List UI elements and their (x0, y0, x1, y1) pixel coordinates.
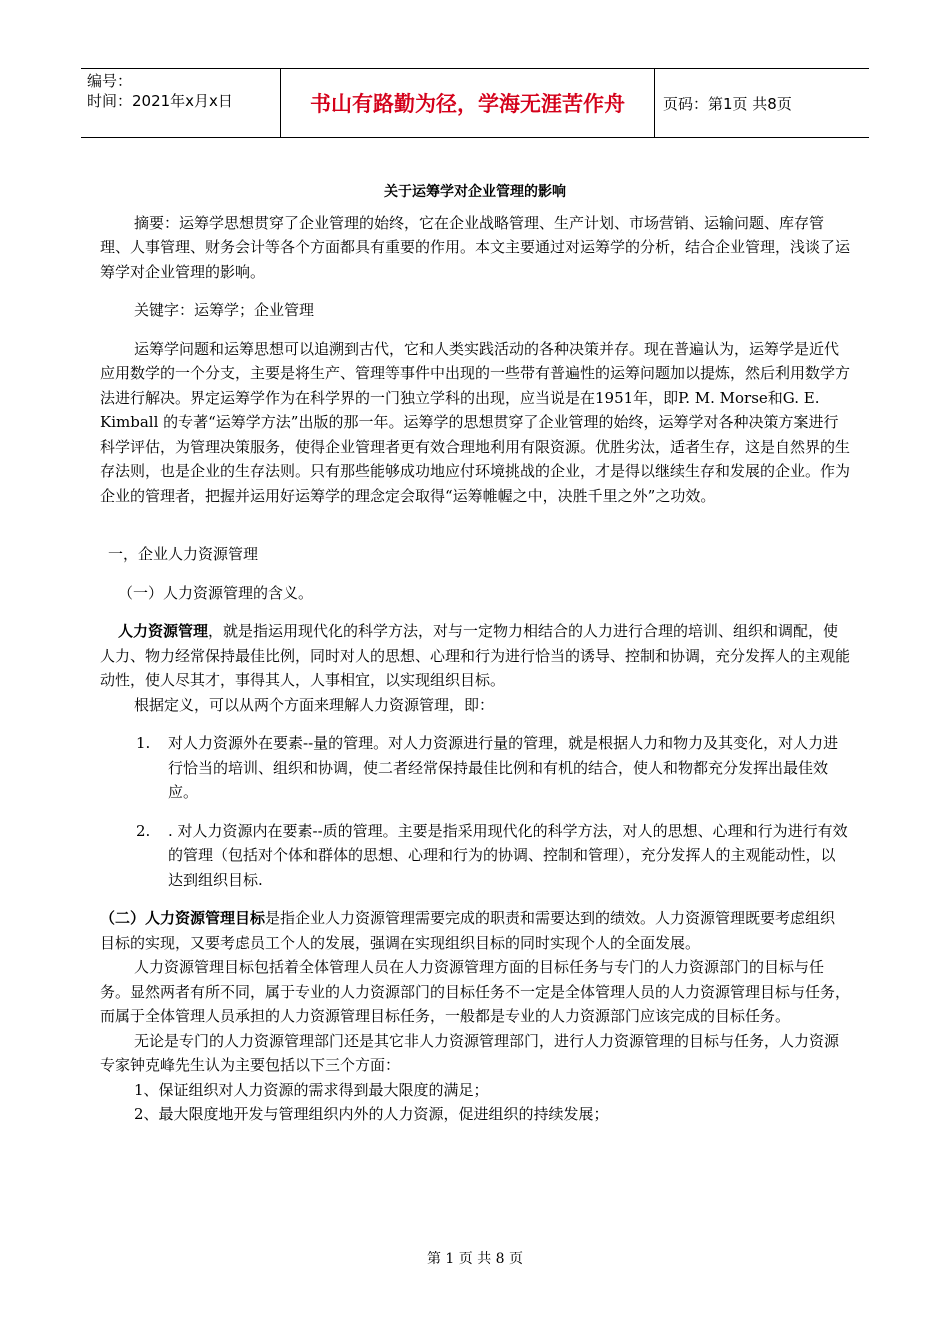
three-aspects-paragraph: 无论是专门的人力资源管理部门还是其它非人力资源管理部门，进行人力资源管理的目标与任务，人力资源专家钟克峰先生认为主要包括以下三个方面： (100, 1031, 840, 1074)
list-text: 对人力资源外在要素--量的管理。对人力资源进行量的管理，就是根据人力和物力及其变化，对人力进行恰当的培训、组织和协调，使二者经常保持最佳比例和有机的结合，使人和物都充分发挥出最佳效应。 (168, 734, 839, 801)
serial-label: 编号： (87, 72, 133, 90)
subsection-heading-1: （一）人力资源管理的含义。 (118, 583, 314, 602)
intro-paragraph: 运筹学问题和运筹思想可以追溯到古代，它和人类实践活动的各种决策并存。现在普遍认为，运筹学是近代应用数学的一个分支，主要是将生产、管理等事件中出现的一些带有普遍性的运筹问题加以提炼，然后利用数学方法进行解决。界定运筹学作为在科学界的一门独立学科的出现，应当说是在1951年，即P. M. Morse和G. E. Kimball 的专著“运筹学方法”出版的那一年。运筹学的思想贯穿了企业管理的始终，运筹学对各种决策方案进行科学评估，为管理决策服务，使得企业管理者更有效合理地利用有限资源。优胜劣汰，适者生存，这是自然界的生存法则，也是企业的生存法则。只有那些能够成功地应付环境挑战的企业，才是得以继续生存和发展的企业。作为企业的管理者，把握并运用好运筹学的理念定会取得“运筹帷幄之中，决胜千里之外”之功效。 (100, 339, 851, 505)
date-label: 时间：2021年x月x日 (87, 92, 233, 110)
page-footer: 第 1 页 共 8 页 (426, 1251, 524, 1267)
aspect-list (100, 731, 850, 892)
document-header (81, 68, 869, 138)
definition-text: ，就是指运用现代化的科学方法，对与一定物力相结合的人力进行合理的培训、组织和调配，使人力、物力经常保持最佳比例，同时对人的思想、心理和行为进行恰当的诱导、控制和协调，充分发挥人的主观能动性，使人尽其才，事得其人，人事相宜，以实现组织目标。 (100, 622, 851, 689)
goal-text: 是指企业人力资源管理需要完成的职责和需要达到的绩效。人力资源管理既要考虑组织目标的实现，又要考虑员工个人的发展，强调在实现组织目标的同时实现个人的全面发展。 (100, 909, 836, 952)
goal-heading: （二）人力资源管理目标 (100, 909, 266, 927)
abstract: 摘要：运筹学思想贯穿了企业管理的始终，它在企业战略管理、生产计划、市场营销、运输问题、库存管理、人事管理、财务会计等各个方面都具有重要的作用。本文主要通过对运筹学的分析，结合企业管理，浅谈了运筹学对企业管理的影响。 (100, 213, 851, 281)
header-motto: 书山有路勤为径，学海无涯苦作舟 (281, 69, 655, 137)
document-body (100, 180, 850, 1127)
aspect-item-2: 2、最大限度地开发与管理组织内外的人力资源，促进组织的持续发展； (134, 1105, 609, 1123)
section-heading-1: 一，企业人力资源管理 (108, 545, 259, 563)
definition-term: 人力资源管理 (118, 622, 209, 640)
header-meta (81, 69, 281, 137)
list-item (136, 819, 850, 893)
goal-paragraph (100, 906, 850, 955)
list-number: 1. (136, 734, 151, 752)
definition-paragraph (100, 619, 850, 693)
keywords: 关键字：运筹学；企业管理 (134, 301, 315, 319)
list-item (136, 731, 850, 805)
header-page-info: 页码：第1页 共8页 (663, 94, 792, 113)
goals-paragraph: 人力资源管理目标包括着全体管理人员在人力资源管理方面的目标任务与专门的人力资源部门的目标与任务。显然两者有所不同，属于专业的人力资源部门的目标任务不一定是全体管理人员的人力资源管理目标与任务，而属于全体管理人员承担的人力资源管理目标任务，一般都是专业的人力资源部门应该完成的目标任务。 (100, 958, 851, 1025)
list-number: 2. (136, 821, 151, 840)
list-text: . 对人力资源内在要素--质的管理。主要是指采用现代化的科学方法，对人的思想、心理和行为进行有效的管理（包括对个体和群体的思想、心理和行为的协调、控制和管理），充分发挥人的主观能动性，以达到组织目标. (168, 821, 848, 889)
doc-title: 关于运筹学对企业管理的影响 (384, 184, 566, 200)
aspect-item-1: 1、保证组织对人力资源的需求得到最大限度的满足； (134, 1080, 489, 1099)
definition-intro: 根据定义，可以从两个方面来理解人力资源管理，即： (134, 695, 495, 714)
